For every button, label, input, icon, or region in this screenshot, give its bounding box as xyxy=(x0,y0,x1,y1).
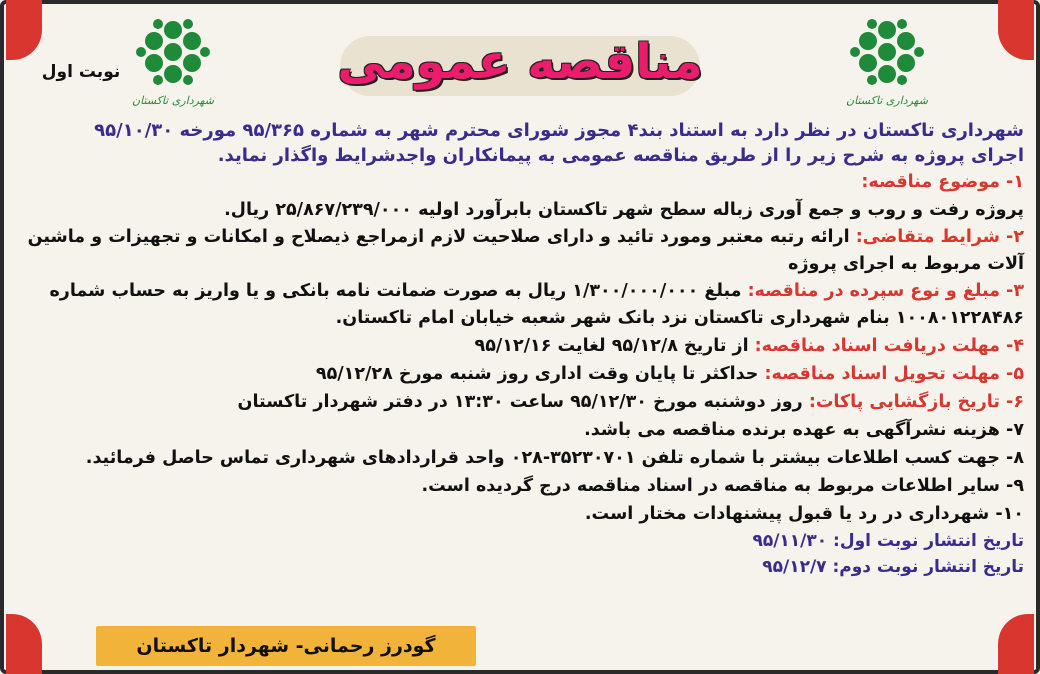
mayor-signature: گودرز رحمانی- شهردار تاکستان xyxy=(96,626,476,666)
municipality-logo-right xyxy=(842,14,932,114)
notice-body xyxy=(16,118,1024,580)
intro-line-1: شهرداری تاکستان در نظر دارد به استناد بند۴ مجوز شورای محترم شهر به شماره ۹۵/۳۶۵ مورخه ۹۵/۱۰/۳۰ xyxy=(94,120,1024,141)
logo-caption: شهرداری تاکستان xyxy=(132,94,214,107)
item-3-text: مبلغ ۱/۳۰۰/۰۰۰/۰۰۰ ریال به صورت ضمانت نامه بانکی و یا واریز به حساب شماره ۱۰۰۸۰۱۲۲۸۴۸۶ بنام شهرداری تاکستان نزد بانک شهر شعبه خیابان امام تاکستان. xyxy=(49,281,1024,328)
publication-date-second: تاریخ انتشار نوبت دوم: ۹۵/۱۲/۷ xyxy=(762,557,1024,577)
item-4-heading: ۴- مهلت دریافت اسناد مناقصه: xyxy=(754,336,1024,356)
item-5-text: حداکثر تا پایان وقت اداری روز شنبه مورخ ۹۵/۱۲/۲۸ xyxy=(315,364,759,384)
flower-logo-icon xyxy=(842,14,932,94)
item-8: ۸- جهت کسب اطلاعات بیشتر با شماره تلفن ۳۵۲۳۰۷۰۱-۰۲۸ واحد قراردادهای شهرداری تماس حاصل فرمائید. xyxy=(85,448,1024,468)
item-5 xyxy=(16,360,1024,388)
round-label: نوبت اول xyxy=(41,62,121,82)
item-6-text: روز دوشنبه مورخ ۹۵/۱۲/۳۰ ساعت ۱۳:۳۰ در دفتر شهردار تاکستان xyxy=(237,392,803,412)
item-3 xyxy=(16,278,1024,332)
logo-caption: شهرداری تاکستان xyxy=(846,94,928,107)
intro-line-2: اجرای پروژه به شرح زیر را از طریق مناقصه عمومی به پیمانکاران واجدشرایط واگذار نماید. xyxy=(217,145,1024,166)
item-3-heading: ۳- مبلغ و نوع سپرده در مناقصه: xyxy=(747,281,1024,301)
page-title: مناقصه عمومی xyxy=(337,34,703,90)
municipality-logo-left xyxy=(128,14,218,114)
item-2-text: ارائه رتبه معتبر ومورد تائید و دارای صلاحیت لازم ازمراجع ذیصلاح و امکانات و تجهیزات و ماشین آلات مربوط به اجرای پروژه xyxy=(27,227,1024,274)
title-block xyxy=(330,26,710,110)
publication-date-first: تاریخ انتشار نوبت اول: ۹۵/۱۱/۳۰ xyxy=(752,531,1024,551)
item-9: ۹- سایر اطلاعات مربوط به مناقصه در اسناد مناقصه درج گردیده است. xyxy=(421,476,1024,496)
item-2 xyxy=(16,224,1024,278)
flower-logo-icon xyxy=(128,14,218,94)
item-1 xyxy=(16,168,1024,196)
item-7: ۷- هزینه نشرآگهی به عهده برنده مناقصه می باشد. xyxy=(584,420,1024,440)
item-2-heading: ۲- شرایط متقاضی: xyxy=(855,227,1024,247)
item-6-heading: ۶- تاریخ بازگشایی پاکات: xyxy=(808,392,1024,412)
item-4 xyxy=(16,332,1024,360)
item-10: ۱۰- شهرداری در رد یا قبول پیشنهادات مختار است. xyxy=(584,504,1024,524)
item-4-text: از تاریخ ۹۵/۱۲/۸ لغایت ۹۵/۱۲/۱۶ xyxy=(474,336,749,356)
item-1-text: پروژه رفت و روب و جمع آوری زباله سطح شهر تاکستان بابرآورد اولیه ۲۵/۸۶۷/۲۳۹/۰۰۰ ریال. xyxy=(224,200,1024,220)
item-1-heading: ۱- موضوع مناقصه: xyxy=(861,172,1024,192)
item-6 xyxy=(16,388,1024,416)
item-5-heading: ۵- مهلت تحویل اسناد مناقصه: xyxy=(764,364,1024,384)
